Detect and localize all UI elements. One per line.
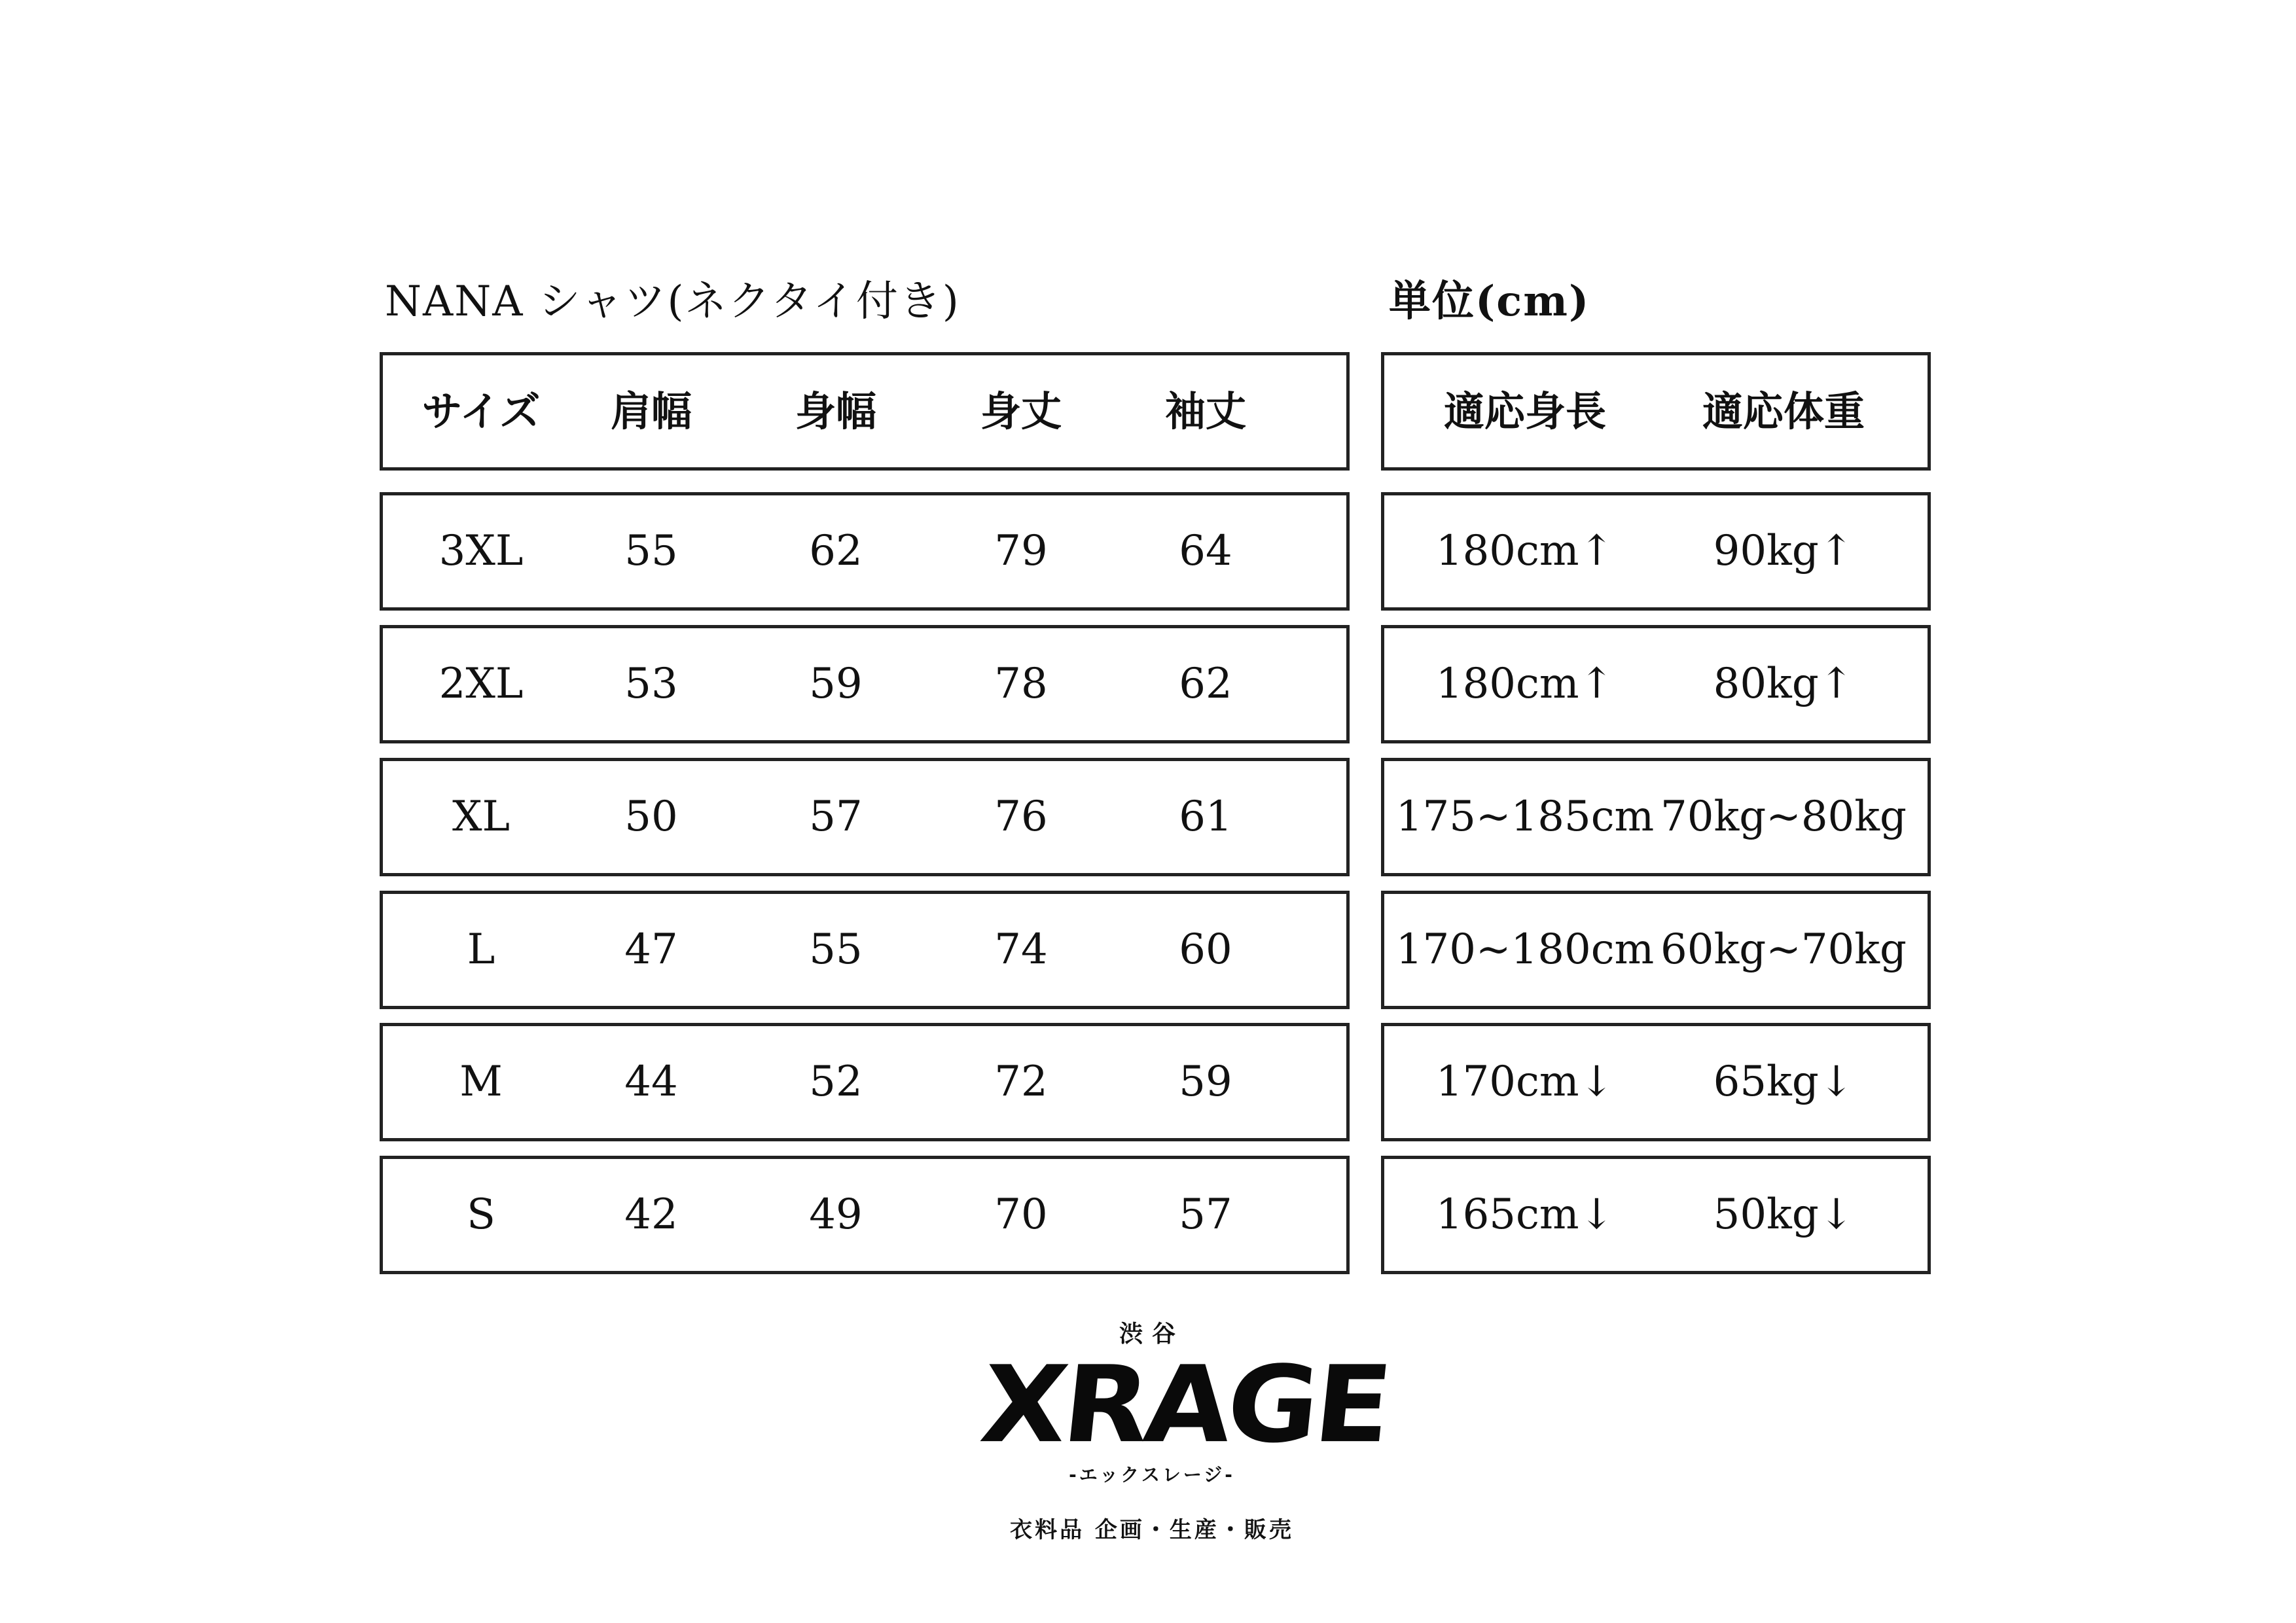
shoulder-cell: 42 — [624, 1190, 678, 1239]
size-cell: 2XL — [439, 660, 524, 708]
size-table-header — [380, 352, 1350, 471]
chest-cell: 57 — [809, 793, 863, 841]
logo-location: 渋谷 — [1119, 1321, 1185, 1347]
logo-reading: -エックスレージ- — [1069, 1464, 1235, 1486]
chest-cell: 59 — [809, 660, 863, 708]
length-cell: 78 — [994, 660, 1048, 708]
length-cell: 76 — [994, 793, 1048, 841]
table-row — [380, 758, 1350, 876]
chest-cell: 52 — [809, 1058, 863, 1106]
sleeve-cell: 59 — [1179, 1058, 1232, 1106]
shoulder-cell: 53 — [624, 660, 678, 708]
fit-weight-cell: 65kg↓ — [1713, 1058, 1854, 1106]
fit-weight-cell: 50kg↓ — [1713, 1190, 1854, 1239]
fit-height-cell: 170~180cm — [1395, 925, 1655, 974]
fit-row — [1381, 1023, 1931, 1141]
fit-row — [1381, 1156, 1931, 1274]
size-cell: L — [467, 925, 495, 974]
shoulder-cell: 55 — [624, 527, 678, 575]
fit-height-cell: 180cm↑ — [1435, 527, 1615, 575]
product-title: NANA シャツ(ネクタイ付き) — [385, 277, 960, 326]
fit-height-cell: 165cm↓ — [1435, 1190, 1615, 1239]
shoulder-cell: 47 — [624, 925, 678, 974]
sleeve-cell: 57 — [1179, 1190, 1232, 1239]
fit-table-header — [1381, 352, 1931, 471]
chest-cell: 49 — [809, 1190, 863, 1239]
fit-row — [1381, 492, 1931, 611]
fit-row — [1381, 758, 1931, 876]
fit-height-cell: 170cm↓ — [1435, 1058, 1615, 1106]
fit-height-cell: 180cm↑ — [1435, 660, 1615, 708]
header-shoulder: 肩幅 — [610, 387, 692, 435]
table-row — [380, 1156, 1350, 1274]
length-cell: 70 — [994, 1190, 1048, 1239]
sleeve-cell: 64 — [1179, 527, 1232, 575]
sleeve-cell: 61 — [1179, 793, 1232, 841]
size-cell: 3XL — [439, 527, 524, 575]
length-cell: 79 — [994, 527, 1048, 575]
shoulder-cell: 44 — [624, 1058, 678, 1106]
logo-wordmark: XRAGE — [975, 1343, 1394, 1467]
length-cell: 72 — [994, 1058, 1048, 1106]
table-row — [380, 625, 1350, 743]
brand-logo — [975, 1315, 1394, 1551]
fit-height-cell: 175~185cm — [1395, 793, 1655, 841]
size-cell: S — [467, 1190, 495, 1239]
header-sleeve: 袖丈 — [1164, 387, 1246, 435]
length-cell: 74 — [994, 925, 1048, 974]
fit-row — [1381, 891, 1931, 1009]
header-chest: 身幅 — [795, 387, 876, 435]
unit-label: 単位(cm) — [1389, 277, 1590, 326]
chest-cell: 62 — [809, 527, 863, 575]
fit-weight-cell: 70kg~80kg — [1660, 793, 1907, 841]
fit-weight-cell: 60kg~70kg — [1660, 925, 1907, 974]
shoulder-cell: 50 — [624, 793, 678, 841]
sleeve-cell: 62 — [1179, 660, 1232, 708]
header-size: サイズ — [422, 387, 541, 435]
sleeve-cell: 60 — [1179, 925, 1232, 974]
logo-tagline: 衣料品 企画・生産・販売 — [1010, 1517, 1294, 1543]
size-cell: XL — [452, 793, 511, 841]
header-fit-weight: 適応体重 — [1702, 387, 1865, 435]
size-cell: M — [459, 1058, 503, 1106]
header-fit-height: 適応身長 — [1443, 387, 1606, 435]
fit-weight-cell: 90kg↑ — [1713, 527, 1854, 575]
fit-weight-cell: 80kg↑ — [1713, 660, 1854, 708]
fit-row — [1381, 625, 1931, 743]
table-row — [380, 891, 1350, 1009]
header-length: 身丈 — [980, 387, 1062, 435]
table-row — [380, 492, 1350, 611]
table-row — [380, 1023, 1350, 1141]
chest-cell: 55 — [809, 925, 863, 974]
